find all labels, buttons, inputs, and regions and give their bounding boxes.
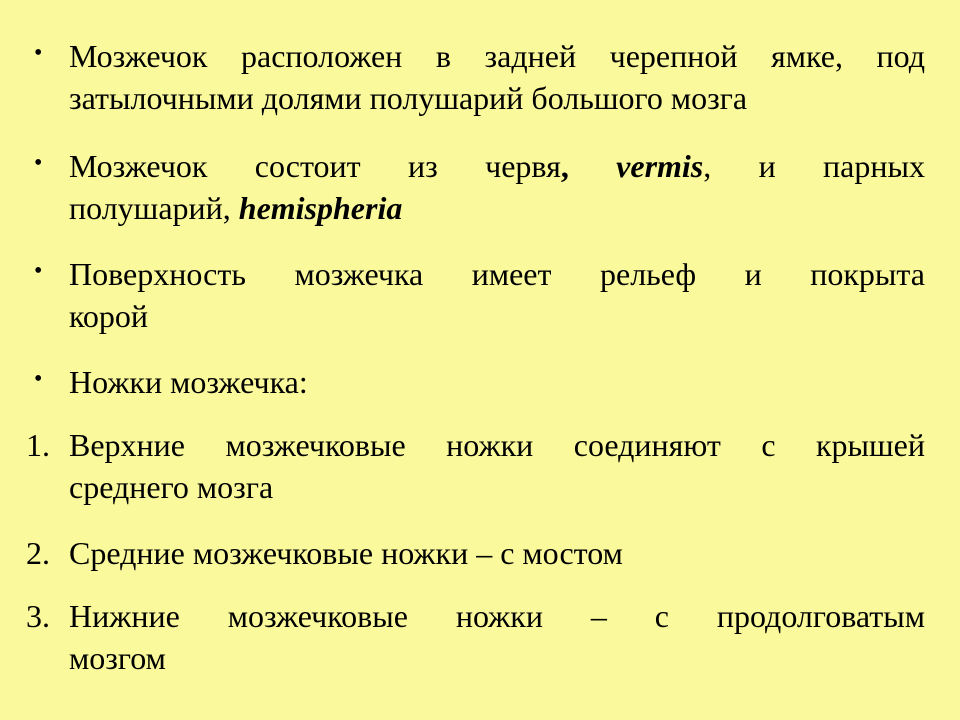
text-line: Мозжечок расположен в задней черепной ямке, под [69, 38, 925, 74]
text-segment: полушарий, [69, 190, 239, 226]
list-item-text [69, 424, 925, 508]
list-item-text [69, 532, 925, 574]
text-line: корой [69, 298, 149, 334]
number-marker: 1. [26, 427, 50, 463]
text-line: Нижние мозжечковые ножки – с продолговатым [69, 598, 925, 634]
number-marker: 2. [26, 535, 50, 571]
text-line: Средние мозжечковые ножки – с мостом [69, 535, 623, 571]
text-line: Поверхность мозжечка имеет рельеф и покрыта [69, 256, 925, 292]
latin-term-vermis: vermis [616, 148, 704, 184]
bullet-marker: • [34, 150, 43, 176]
text-line: среднего мозга [69, 469, 274, 505]
latin-term-hemispheria: hemispheria [238, 190, 403, 226]
bullet-marker: • [34, 258, 43, 284]
text-line: Верхние мозжечковые ножки соединяют с крышей [69, 427, 925, 463]
text-line: Ножки мозжечка: [69, 364, 308, 400]
text-line: затылочными долями полушарий большого мозга [69, 80, 748, 116]
bullet-marker: • [34, 366, 43, 392]
text-segment: Мозжечок состоит из червя [69, 148, 561, 184]
number-marker: 3. [26, 598, 50, 634]
text-line [69, 145, 925, 187]
list-item-text [69, 595, 925, 679]
list-item-text [69, 253, 925, 337]
bullet-marker: • [34, 40, 43, 66]
list-item-text [69, 361, 925, 403]
text-segment: , и парных [703, 148, 926, 184]
list-item-text [69, 145, 925, 229]
text-segment: , [560, 148, 617, 184]
text-line [69, 187, 925, 229]
text-line: мозгом [69, 640, 166, 676]
list-item-text [69, 35, 925, 119]
